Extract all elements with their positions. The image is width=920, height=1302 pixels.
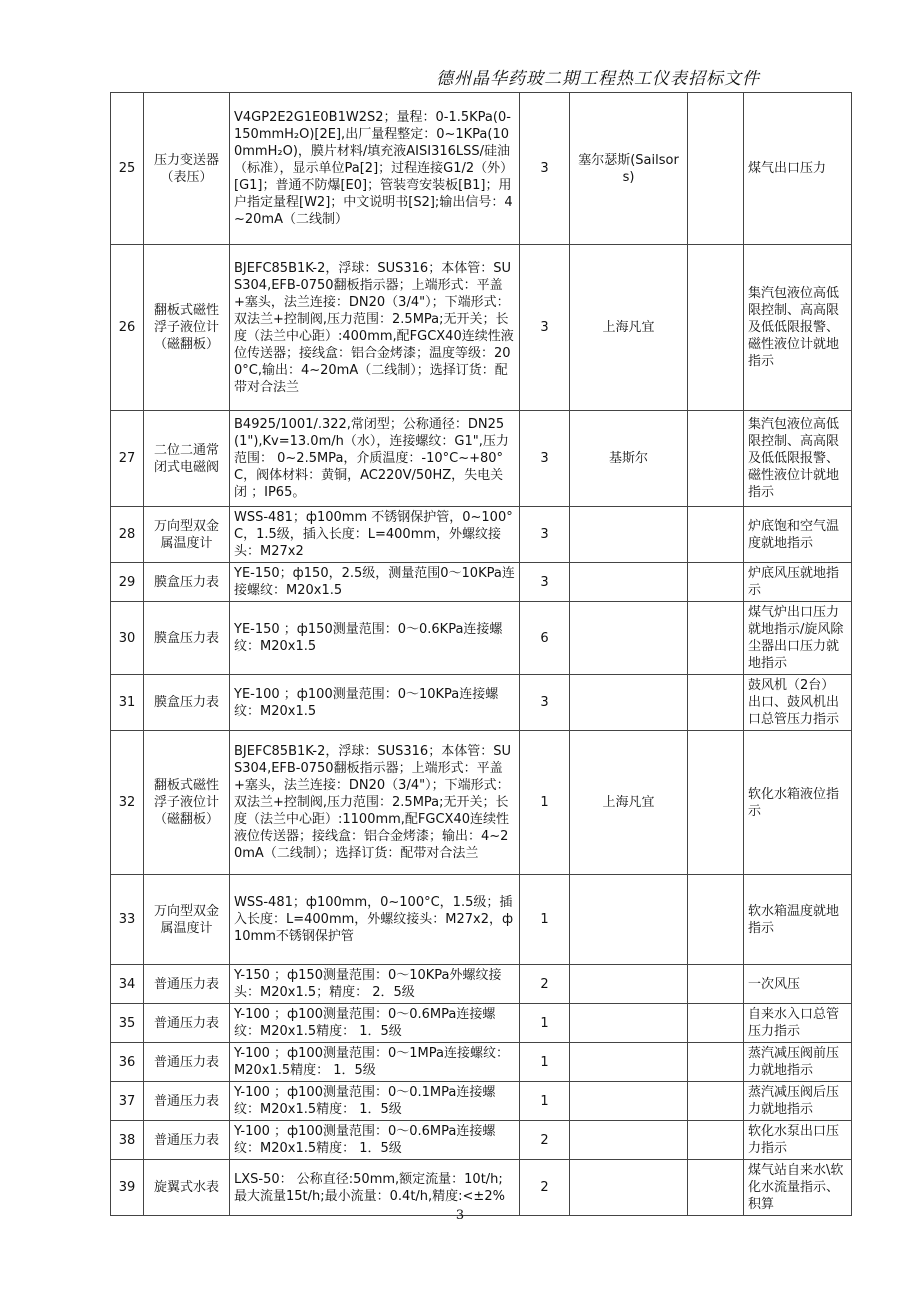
instrument-name-cell: 膜盒压力表: [144, 563, 230, 602]
usage-cell: 一次风压: [744, 965, 852, 1004]
row-number-cell: 35: [111, 1004, 144, 1043]
manufacturer-cell: 塞尔瑟斯(Sailsors): [570, 93, 688, 245]
instrument-name-cell: 膜盒压力表: [144, 602, 230, 675]
table-row: [111, 1082, 852, 1121]
row-number-cell: 36: [111, 1043, 144, 1082]
table-row: [111, 245, 852, 411]
manufacturer-cell: [570, 965, 688, 1004]
manufacturer-cell: 基斯尔: [570, 411, 688, 507]
row-number-cell: 34: [111, 965, 144, 1004]
quantity-cell: 3: [520, 411, 570, 507]
table-row: [111, 675, 852, 731]
specification-cell: Y-100 ；ф100测量范围：0～0.1MPa连接螺纹：M20x1.5精度： 1．5级: [230, 1082, 520, 1121]
usage-cell: 煤气站自来水\软化水流量指示、积算: [744, 1160, 852, 1216]
instrument-name-cell: 压力变送器（表压）: [144, 93, 230, 245]
row-number-cell: 33: [111, 875, 144, 965]
row-number-cell: 28: [111, 507, 144, 563]
specification-cell: WSS-481；ф100mm，0~100°C，1.5级；插入长度：L=400mm，外螺纹接头：M27x2，ф10mm不锈钢保护管: [230, 875, 520, 965]
instrument-name-cell: 翻板式磁性浮子液位计（磁翻板）: [144, 731, 230, 875]
specification-cell: BJEFC85B1K-2，浮球：SUS316；本体管：SUS304,EFB-0750翻板指示器；上端形式：平盖+塞头，法兰连接：DN20（3/4"）；下端形式：双法兰+控制阀,压力范围：2.5MPa;无开关；长度（法兰中心距）:1100mm,配FGCX40连续性液位传送器；接线盒：铝合金烤漆；输出：4~20mA（二线制）；选择订货：配带对合法兰: [230, 731, 520, 875]
usage-cell: 集汽包液位高低限控制、高高限及低低限报警、磁性液位计就地指示: [744, 245, 852, 411]
quantity-cell: 2: [520, 1121, 570, 1160]
row-number-cell: 27: [111, 411, 144, 507]
usage-cell: 集汽包液位高低限控制、高高限及低低限报警、磁性液位计就地指示: [744, 411, 852, 507]
instrument-name-cell: 翻板式磁性浮子液位计（磁翻板）: [144, 245, 230, 411]
quantity-cell: 3: [520, 93, 570, 245]
remarks-cell: [688, 1121, 744, 1160]
remarks-cell: [688, 411, 744, 507]
remarks-cell: [688, 875, 744, 965]
usage-cell: 煤气出口压力: [744, 93, 852, 245]
instrument-name-cell: 旋翼式水表: [144, 1160, 230, 1216]
specification-cell: Y-100 ；ф100测量范围：0～0.6MPa连接螺纹：M20x1.5精度： 1．5级: [230, 1121, 520, 1160]
table-row: [111, 731, 852, 875]
manufacturer-cell: [570, 1121, 688, 1160]
quantity-cell: 2: [520, 965, 570, 1004]
quantity-cell: 3: [520, 563, 570, 602]
remarks-cell: [688, 965, 744, 1004]
table-row: [111, 965, 852, 1004]
usage-cell: 蒸汽减压阀前压力就地指示: [744, 1043, 852, 1082]
usage-cell: 鼓风机（2台）出口、鼓风机出口总管压力指示: [744, 675, 852, 731]
remarks-cell: [688, 1043, 744, 1082]
table-row: [111, 507, 852, 563]
remarks-cell: [688, 731, 744, 875]
instrument-spec-table: [110, 92, 852, 1216]
manufacturer-cell: [570, 1082, 688, 1121]
remarks-cell: [688, 507, 744, 563]
instrument-name-cell: 万向型双金属温度计: [144, 875, 230, 965]
usage-cell: 自来水入口总管压力指示: [744, 1004, 852, 1043]
table-row: [111, 93, 852, 245]
remarks-cell: [688, 563, 744, 602]
table-row: [111, 602, 852, 675]
manufacturer-cell: 上海凡宜: [570, 245, 688, 411]
row-number-cell: 30: [111, 602, 144, 675]
quantity-cell: 1: [520, 1004, 570, 1043]
manufacturer-cell: [570, 1043, 688, 1082]
table-row: [111, 411, 852, 507]
specification-cell: V4GP2E2G1E0B1W2S2；量程：0-1.5KPa(0-150mmH₂O)[2E],出厂量程整定：0~1KPa(100mmH₂O)，膜片材料/填充液AISI316LSS/硅油（标准），显示单位Pa[2]；过程连接G1/2（外）[G1]；普通不防爆[E0]；管装弯安装板[B1]；用户指定量程[W2]；中文说明书[S2];输出信号：4~20mA（二线制）: [230, 93, 520, 245]
specification-cell: WSS-481；ф100mm 不锈钢保护管，0~100°C，1.5级，插入长度：L=400mm，外螺纹接头：M27x2: [230, 507, 520, 563]
quantity-cell: 3: [520, 245, 570, 411]
row-number-cell: 38: [111, 1121, 144, 1160]
table-row: [111, 875, 852, 965]
row-number-cell: 37: [111, 1082, 144, 1121]
manufacturer-cell: [570, 1004, 688, 1043]
manufacturer-cell: [570, 602, 688, 675]
specification-cell: Y-100 ；ф100测量范围：0～1MPa连接螺纹：M20x1.5精度： 1．5级: [230, 1043, 520, 1082]
quantity-cell: 1: [520, 875, 570, 965]
remarks-cell: [688, 675, 744, 731]
remarks-cell: [688, 1004, 744, 1043]
document-header-title: 德州晶华药玻二期工程热工仪表招标文件: [436, 69, 760, 89]
quantity-cell: 1: [520, 1043, 570, 1082]
row-number-cell: 26: [111, 245, 144, 411]
manufacturer-cell: [570, 675, 688, 731]
manufacturer-cell: [570, 563, 688, 602]
manufacturer-cell: [570, 875, 688, 965]
quantity-cell: 3: [520, 675, 570, 731]
instrument-name-cell: 二位二通常闭式电磁阀: [144, 411, 230, 507]
row-number-cell: 25: [111, 93, 144, 245]
manufacturer-cell: [570, 507, 688, 563]
table-row: [111, 1043, 852, 1082]
usage-cell: 蒸汽减压阀后压力就地指示: [744, 1082, 852, 1121]
quantity-cell: 1: [520, 1082, 570, 1121]
usage-cell: 软水箱温度就地指示: [744, 875, 852, 965]
instrument-name-cell: 普通压力表: [144, 1004, 230, 1043]
specification-cell: LXS-50： 公称直径:50mm,额定流量：10t/h;最大流量15t/h;最小流量：0.4t/h,精度:<±2%: [230, 1160, 520, 1216]
usage-cell: 炉底风压就地指示: [744, 563, 852, 602]
usage-cell: 软化水泵出口压力指示: [744, 1121, 852, 1160]
instrument-name-cell: 万向型双金属温度计: [144, 507, 230, 563]
quantity-cell: 3: [520, 507, 570, 563]
instrument-name-cell: 普通压力表: [144, 1043, 230, 1082]
table-row: [111, 1004, 852, 1043]
specification-cell: Y-150 ；ф150测量范围：0～10KPa外螺纹接头：M20x1.5；精度： 2．5级: [230, 965, 520, 1004]
row-number-cell: 32: [111, 731, 144, 875]
remarks-cell: [688, 245, 744, 411]
specification-cell: BJEFC85B1K-2，浮球：SUS316；本体管：SUS304,EFB-0750翻板指示器；上端形式：平盖+塞头，法兰连接：DN20（3/4"）；下端形式：双法兰+控制阀,压力范围：2.5MPa;无开关；长度（法兰中心距）:400mm,配FGCX40连续性液位传送器；接线盒：铝合金烤漆；温度等级：200°C,输出：4~20mA（二线制）；选择订货：配带对合法兰: [230, 245, 520, 411]
specification-cell: YE-150；ф150，2.5级，测量范围0～10KPa连接螺纹：M20x1.5: [230, 563, 520, 602]
remarks-cell: [688, 93, 744, 245]
table-body: [111, 93, 852, 1216]
table-row: [111, 563, 852, 602]
specification-cell: YE-100 ；ф100测量范围：0～10KPa连接螺纹：M20x1.5: [230, 675, 520, 731]
specification-cell: YE-150 ；ф150测量范围：0～0.6KPa连接螺纹：M20x1.5: [230, 602, 520, 675]
usage-cell: 炉底饱和空气温度就地指示: [744, 507, 852, 563]
quantity-cell: 6: [520, 602, 570, 675]
quantity-cell: 2: [520, 1160, 570, 1216]
remarks-cell: [688, 602, 744, 675]
usage-cell: 软化水箱液位指示: [744, 731, 852, 875]
specification-cell: B4925/1001/.322,常闭型；公称通径：DN25 (1"),Kv=13.0m/h（水），连接螺纹：G1",压力范围： 0~2.5MPa，介质温度：-10°C~+80°C，阀体材料：黄铜，AC220V/50HZ，失电关闭 ；IP65。: [230, 411, 520, 507]
quantity-cell: 1: [520, 731, 570, 875]
instrument-name-cell: 膜盒压力表: [144, 675, 230, 731]
remarks-cell: [688, 1082, 744, 1121]
row-number-cell: 31: [111, 675, 144, 731]
instrument-name-cell: 普通压力表: [144, 1082, 230, 1121]
instrument-name-cell: 普通压力表: [144, 1121, 230, 1160]
instrument-name-cell: 普通压力表: [144, 965, 230, 1004]
table-row: [111, 1121, 852, 1160]
specification-cell: Y-100 ；ф100测量范围：0～0.6MPa连接螺纹：M20x1.5精度： 1．5级: [230, 1004, 520, 1043]
usage-cell: 煤气炉出口压力就地指示/旋风除尘器出口压力就地指示: [744, 602, 852, 675]
page-number: 3: [455, 1208, 465, 1223]
row-number-cell: 29: [111, 563, 144, 602]
manufacturer-cell: 上海凡宜: [570, 731, 688, 875]
row-number-cell: 39: [111, 1160, 144, 1216]
